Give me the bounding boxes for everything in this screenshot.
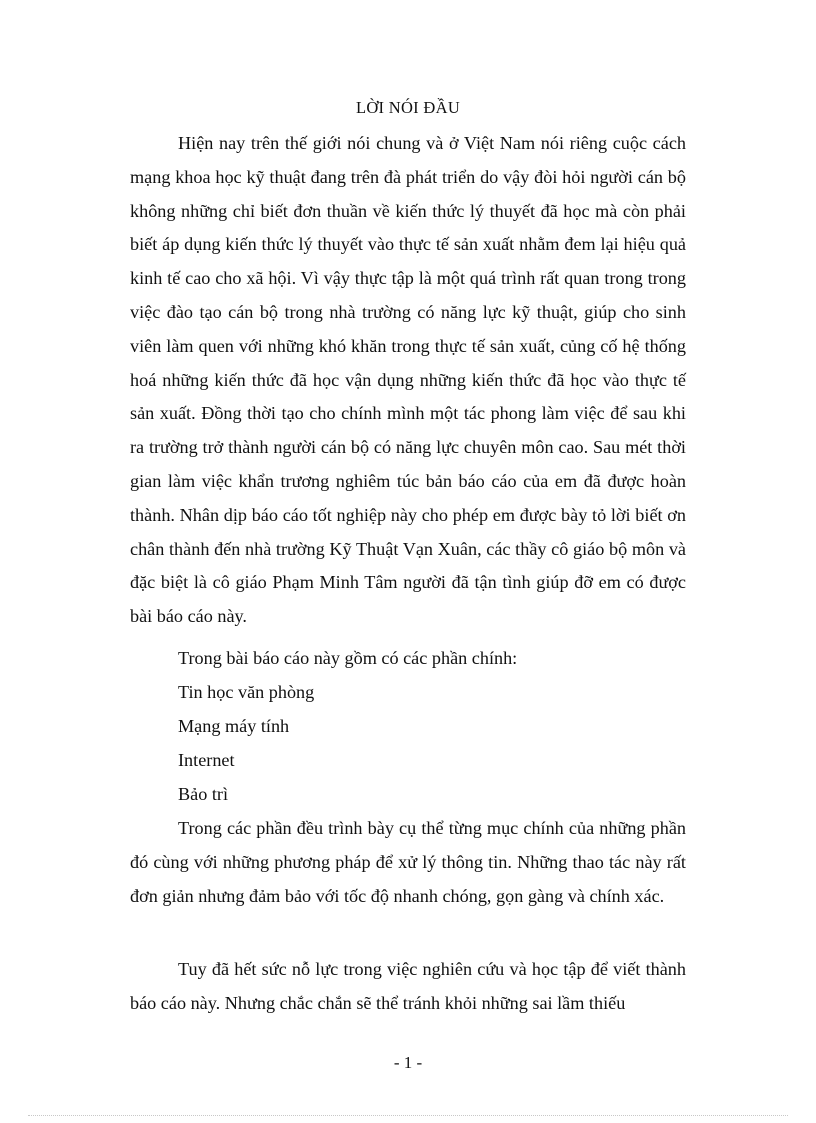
paragraph-closing: Tuy đã hết sức nỗ lực trong việc nghiên cứu và học tập để viết thành báo cáo này. Nhưng chắc chắn sẽ thể tránh khỏi những sai lầm thiếu (130, 959, 686, 1013)
page-title: LỜI NÓI ĐẦU (355, 98, 461, 117)
paragraph-parts-description: Trong các phần đều trình bày cụ thể từng mục chính của những phần đó cùng với những phương pháp để xử lý thông tin. Những thao tác này rất đơn giản nhưng đảm bảo với tốc độ nhanh chóng, gọn gàng và chính xác. (130, 818, 686, 906)
parts-intro: Trong bài báo cáo này gồm có các phần chính: (178, 648, 518, 668)
list-item-part-3: Internet (178, 750, 235, 770)
list-item-part-1: Tin học văn phòng (178, 682, 315, 702)
paragraph-intro: Hiện nay trên thế giới nói chung và ở Việt Nam nói riêng cuộc cách mạng khoa học kỹ thuật đang trên đà phát triển do vậy đòi hỏi người cán bộ không những chỉ biết đơn thuần về kiến thức lý thuyết đã học mà còn phải biết áp dụng kiến thức lý thuyết vào thực tế sản xuất nhằm đem lại hiệu quả kinh tế cao cho xã hội. Vì vậy thực tập là một quá trình rất quan trong trong việc đào tạo cán bộ trong nhà trường có năng lực kỹ thuật, giúp cho sinh viên làm quen với những khó khăn trong thực tế sản xuất, củng cố hệ thống hoá những kiến thức đã học vận dụng những kiến thức đã học vào thực tế sản xuất. Đồng thời tạo cho chính mình một tác phong làm việc để sau khi ra trường trở thành người cán bộ có năng lực chuyên môn cao. Sau mét thời gian làm việc khẩn trương nghiêm túc bản báo cáo của em đã được hoàn thành. Nhân dịp báo cáo tốt nghiệp này cho phép em được bày tỏ lời biết ơn chân thành đến nhà trường Kỹ Thuật Vạn Xuân, các thầy cô giáo bộ môn và đặc biệt là cô giáo Phạm Minh Tâm người đã tận tình giúp đỡ em có được bài báo cáo này. (130, 133, 686, 627)
page-number: - 1 - (393, 1053, 423, 1072)
list-item-part-4: Bảo trì (178, 784, 229, 804)
list-item-part-2: Mạng máy tính (178, 716, 290, 736)
page-bottom-rule (28, 1115, 788, 1116)
